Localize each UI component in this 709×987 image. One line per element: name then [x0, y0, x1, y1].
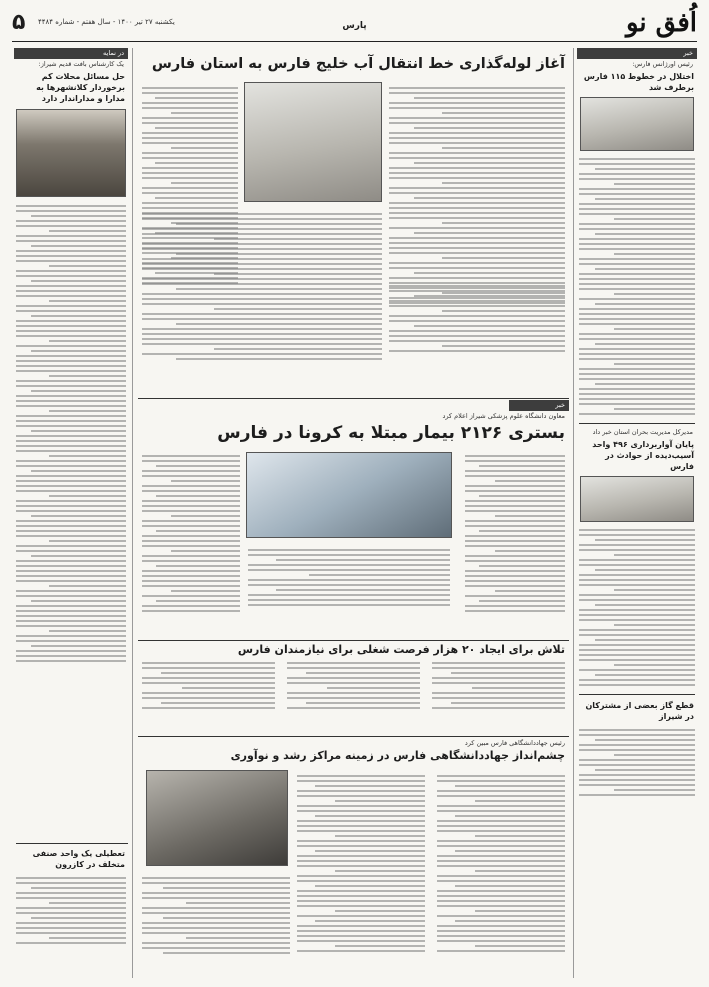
- official-at-desk-photo: [146, 770, 288, 866]
- story-kicker: رئیس جهاددانشگاهی فارس مبین کرد: [464, 739, 565, 747]
- story-body: [14, 872, 128, 949]
- column-label: خبر: [577, 48, 697, 59]
- story-headline: چشم‌انداز جهاددانشگاهی فارس در زمینه مراکز رشد و نوآوری: [230, 749, 565, 762]
- official-portrait-photo: [580, 97, 694, 151]
- story-body: [387, 82, 567, 309]
- story-body: [140, 872, 292, 959]
- story-body: [138, 657, 569, 714]
- jobs-story: [138, 642, 569, 734]
- story-body: [463, 450, 567, 617]
- story-body: [246, 544, 452, 611]
- street-photo: [16, 109, 126, 197]
- story-divider: [16, 843, 128, 844]
- issue-info: یکشنبه ۲۷ تیر ۱۴۰۰ - سال هفتم - شماره ۴۴۸۴: [38, 18, 175, 26]
- story-body: [140, 208, 384, 365]
- hospital-ward-photo: [246, 452, 452, 538]
- newspaper-logo: اُفق نو: [625, 8, 697, 38]
- story-title: حل مسائل محلات کم برخوردار کلانشهرها به مدارا و مداراندار دارد: [36, 72, 125, 103]
- pipeline-ceremony-photo: [244, 82, 382, 202]
- story-title: اختلال در خطوط ۱۱۵ فارس برطرف شد: [583, 72, 694, 92]
- column-divider: [132, 48, 133, 978]
- story-divider: [579, 694, 695, 695]
- column-divider: [573, 48, 574, 978]
- story-kicker: مدیرکل مدیریت بحران استان خبر داد: [592, 428, 693, 436]
- story-body: [140, 450, 242, 617]
- column-label: در نمایه: [14, 48, 128, 59]
- top-story: [138, 48, 569, 402]
- story-body: [387, 280, 567, 357]
- masthead: [12, 8, 697, 42]
- official-portrait-photo: [580, 476, 694, 522]
- page-number: ۵: [12, 10, 26, 35]
- story-label: خبر: [509, 400, 569, 411]
- story-headline: بستری ۲۱۲۶ بیمار مبتلا به کرونا در فارس: [217, 423, 565, 443]
- story-headline: تلاش برای ایجاد ۲۰ هزار فرصت شغلی برای نیازمندان فارس: [237, 643, 565, 656]
- jahad-story: [138, 738, 569, 976]
- story-body: [577, 153, 697, 420]
- left-column: [14, 48, 128, 973]
- story-divider: [138, 398, 569, 399]
- story-title: قطع گاز بعضی از مشترکان در شیراز: [585, 701, 694, 721]
- story-divider: [579, 423, 695, 424]
- story-title: تعطیلی یک واحد صنفی متخلف در کازرون: [32, 849, 125, 869]
- story-kicker: رئیس اورژانس فارس:: [632, 60, 693, 68]
- story-body: [577, 524, 697, 691]
- story-headline: آغاز لوله‌گذاری خط انتقال آب خلیج فارس به استان فارس: [151, 56, 565, 72]
- story-body: [14, 200, 128, 667]
- corona-story: [138, 400, 569, 640]
- story-body: [577, 724, 697, 801]
- story-kicker: یک کارشناس بافت قدیم شیراز:: [38, 60, 124, 68]
- story-divider: [138, 736, 569, 737]
- right-column: [577, 48, 697, 973]
- bottom-left-story: [14, 846, 128, 976]
- story-divider: [138, 640, 569, 641]
- story-body: [295, 770, 567, 957]
- story-title: پایان آواربرداری ۴۹۶ واحد آسیب‌دیده از حوادث در فارس: [592, 440, 694, 471]
- story-kicker: معاون دانشگاه علوم پزشکی شیراز اعلام کرد: [442, 412, 565, 420]
- section-name: پارس: [342, 21, 367, 31]
